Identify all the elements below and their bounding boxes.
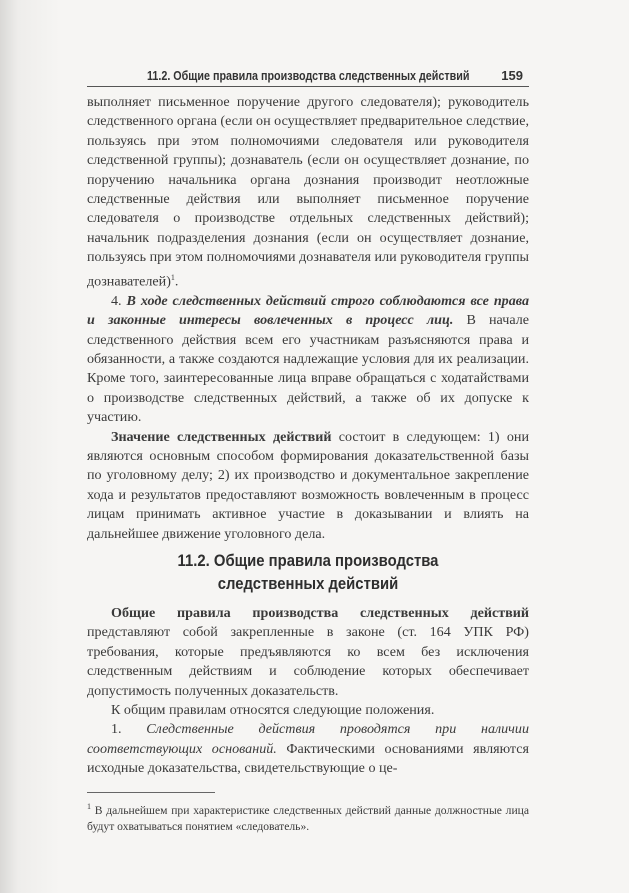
running-title: 11.2. Общие правила производства следственных действий: [147, 69, 470, 83]
section-heading-line-1: 11.2. Общие правила производства: [177, 552, 439, 570]
paragraph-continuation: [87, 93, 529, 292]
footnote-text: В дальнейшем при характеристике следственных действий данные должностные лица будут охватываться понятием «следователь».: [87, 803, 529, 833]
item-number: 1.: [111, 721, 147, 738]
section-heading-line-2: следственных действий: [217, 575, 399, 593]
body-text-bottom: [87, 604, 529, 779]
paragraph-text: выполняет письменное поручение другого следователя); руководитель следственного органа (если он осуществляет предварительное следствие, пользуясь при этом полномочиями следователя или руководителя следственной группы); дознаватель (если он осуществляет дознание, по поручению начальника органа дознания производит неотложные следственные действия или выполняет письменное поручение следователя о производстве отдельных следственных действий); начальник подразделения дознания (если он осуществляет дознание, пользуясь при этом полномочиями дознавателя или руководителя группы дознавателей): [87, 94, 529, 290]
paragraph-item-4: [87, 292, 529, 428]
paragraph-end: .: [174, 273, 179, 290]
footnote-ref: 1: [170, 272, 175, 282]
paragraph-text: представляют собой закрепленные в законе (ст. 164 УПК РФ) требования, которые предъявляются ко всем без исключения следственным действиям и соблюдение которых обеспечивает допустимость полученных доказательств.: [87, 624, 529, 699]
paragraph-significance: [87, 428, 529, 544]
footnote-marker: 1: [87, 802, 91, 811]
paragraph-intro: К общим правилам относятся следующие положения.: [111, 702, 435, 719]
footnote-rule: [87, 792, 215, 793]
emphasis-text: В ходе следственных действий строго соблюдаются все права и законные интересы вовлеченных в процесс лиц.: [87, 292, 530, 329]
paragraph-text: В начале следственного действия всем его участникам разъясняются права и обязанности, а также создаются надлежащие условия для их реализации. Кроме того, заинтересованные лица вправе обращаться с ходатайствами о производстве следственных действий, а также об их допуске к участию.: [87, 312, 530, 426]
paragraph-item-1: [87, 720, 529, 778]
bold-term: Общие правила производства следственных действий: [111, 605, 529, 621]
bold-term: Значение следственных действий: [111, 428, 332, 445]
paragraph-text: состоит в следующем: 1) они являются основным способом формирования доказательственной базы по уголовному делу; 2) их производство и документальное закрепление хода и результатов предоставляют возможность вовлеченным в процесс лицам принимать активное участие в доказывании и влиять на дальнейшее движение уголовного дела.: [87, 428, 529, 542]
emphasis-text: Следственные действия проводятся при наличии соответствующих оснований.: [87, 721, 529, 757]
paragraph-definition: [87, 604, 529, 701]
section-heading: [87, 550, 529, 596]
footnote: [87, 799, 529, 835]
page-number: 159: [501, 68, 523, 83]
paragraph-text: Фактическими основаниями являются исходные доказательства, свидетельствующие о це-: [87, 740, 529, 777]
item-number: 4.: [111, 292, 127, 309]
body-text-top: [87, 93, 529, 544]
running-header: [87, 66, 529, 87]
